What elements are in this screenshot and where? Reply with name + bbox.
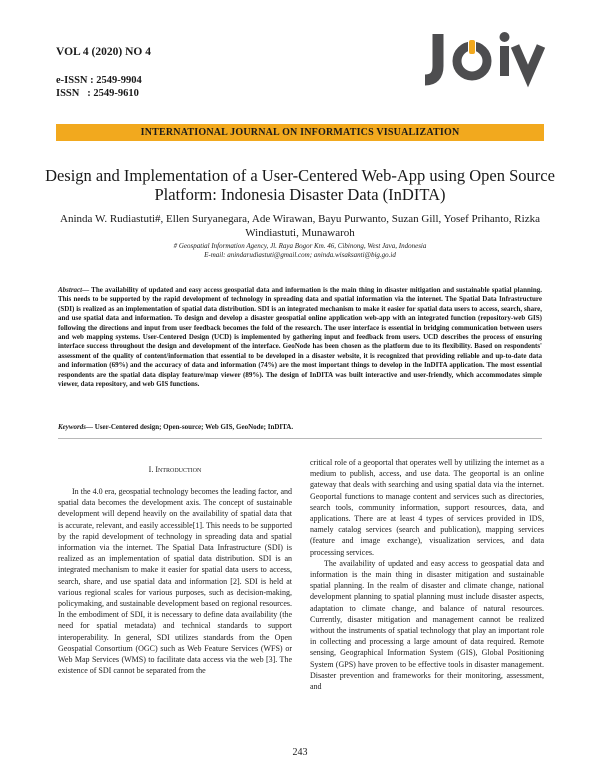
journal-volume: VOL 4 (2020) NO 4 bbox=[56, 46, 151, 58]
section-title: Introduction bbox=[155, 465, 202, 474]
paragraph: The availability of updated and easy access to geospatial data and information is the main thing in disaster mitigation and sustainable spatial planning. In the realm of disaster and climate change, national development planning to spatial planning must include disaster aspects, adaptation to climate change, and balance of natural resources. Currently, disaster mitigation and management cannot be realized without the instruments of spatial technology that play an important role in collecting and processing a large amount of data required. Remote sensing, Geographical Information System (GIS), Global Positioning System (GPS) have proven to be effective tools in disaster management. Disaster prevention and frameworks for their monitoring, assessment, and bbox=[310, 558, 544, 692]
paper-title: Design and Implementation of a User-Centered Web-App using Open Source Platform: Indonesia Disaster Data (InDITA) bbox=[45, 166, 555, 204]
issn-line: ISSN : 2549-9610 bbox=[56, 88, 139, 99]
author-email: E-mail: anindarudiastuti@gmail.com; aninda.wisaksanti@big.go.id bbox=[204, 251, 396, 259]
affiliation-block bbox=[50, 242, 550, 260]
eissn-line: e-ISSN : 2549-9904 bbox=[56, 75, 142, 86]
divider bbox=[58, 438, 542, 439]
abstract-label: Abstract bbox=[58, 286, 83, 294]
affiliation: # Geospatial Information Agency, Jl. Raya Bogor Km. 46, Cibinong, West Java, Indonesia bbox=[173, 242, 427, 250]
body-column-left bbox=[58, 486, 292, 676]
keywords bbox=[58, 423, 542, 431]
page-number: 243 bbox=[292, 747, 308, 758]
section-number: I. bbox=[148, 465, 154, 474]
section-heading bbox=[58, 465, 292, 474]
paragraph: In the 4.0 era, geospatial technology becomes the leading factor, and spatial data becomes the development axis. The concept of sustainable development will depend heavily on the availability of spatial data that is accurate, relevant, and easily accessible[1]. This needs to be supported by the rapid development of technology in spreading data and spatial information via the internet. The Spatial Data Infrastructure (SDI) is realized as an implementation of spatial data distribution. SDI is an integrated mechanism to make it easier for spatial data users to access, search, share, and use spatial data and information [2]. SDI is held at various regional scales for various purposes, such as decision-making, policymaking, and sustainable development based on regional resources. In the embodiment of SDI, it is necessary to define data availability (the need for spatial metadata) and technical standards to support interoperability. In general, SDI utilizes standards from the Open Geospatial Consortium (OGC) such as Web Feature Services (WFS) or Web Map Services (WMS) to facilitate data access via the web [3]. The existence of SDI cannot be separated from the bbox=[58, 487, 292, 676]
paper-authors: Aninda W. Rudiastuti#, Ellen Suryanegara, Ade Wirawan, Bayu Purwanto, Suzan Gill, Yosef Prihanto, Rizka Windiastuti, Munawaroh bbox=[60, 213, 540, 239]
journal-logo bbox=[420, 28, 550, 90]
keywords-text: — User-Centered design; Open-source; Web GIS, GeoNode; InDITA. bbox=[86, 423, 294, 431]
keywords-label: Keywords bbox=[58, 423, 86, 431]
journal-banner-text: INTERNATIONAL JOURNAL ON INFORMATICS VISUALIZATION bbox=[140, 127, 460, 138]
journal-banner bbox=[56, 124, 544, 141]
body-column-right bbox=[310, 457, 544, 692]
abstract bbox=[58, 286, 542, 389]
abstract-text: — The availability of updated and easy access geospatial data and information is the main thing in disaster mitigation and sustainable spatial planning. This needs to be supported by the rapid development of technology in spreading data and spatial information via the internet. The Spatial Data Infrastructure (SDI) is realized as an implementation of spatial data distribution. SDI is an integrated mechanism to make it easier for spatial data users to access, search, share, and use spatial data and information. To design and develop a disaster geospatial online application web-app with an integrated function (repository-web GIS) following the directions and input from user feedback becomes the fold of the research. The user interface is essential in bridging communication between users and web mapping systems. User-Centered Design (UCD) is implemented by gathering input and feedback from users. UCD describes the process of ensuring interface success throughout the design and development of the interface. GeoNode has been chosen as the platform due to its flexibility. Based on respondents' assessment of the quality of content/information that essential to be developed in a disaster website, it is recognized that providing reliable and up-to-date data and information (69%) and the accuracy of data and information (74%) are the most important things to develop in the InDITA application. The most essential respondents are the spatial data display feature/map viewer (89%). The design of InDITA was built interactive and user-friendly, which accommodates simple viewer, data repository, and web GIS functions. bbox=[58, 286, 542, 389]
paragraph: critical role of a geoportal that operates well by utilizing the internet as a medium to publish, access, and use data. The geoportal is an online gateway that deals with searching and using spatial data via the internet. Geoportal functions to manage content and services such as directories, search tools, community information, support resources, data, and applications. There are at least 4 types of services provided in IDS, namely catalog services (search and publication), mapping services (feature and image exchange), visualization services, and data processing services. bbox=[310, 458, 544, 557]
issn-block bbox=[56, 74, 142, 100]
